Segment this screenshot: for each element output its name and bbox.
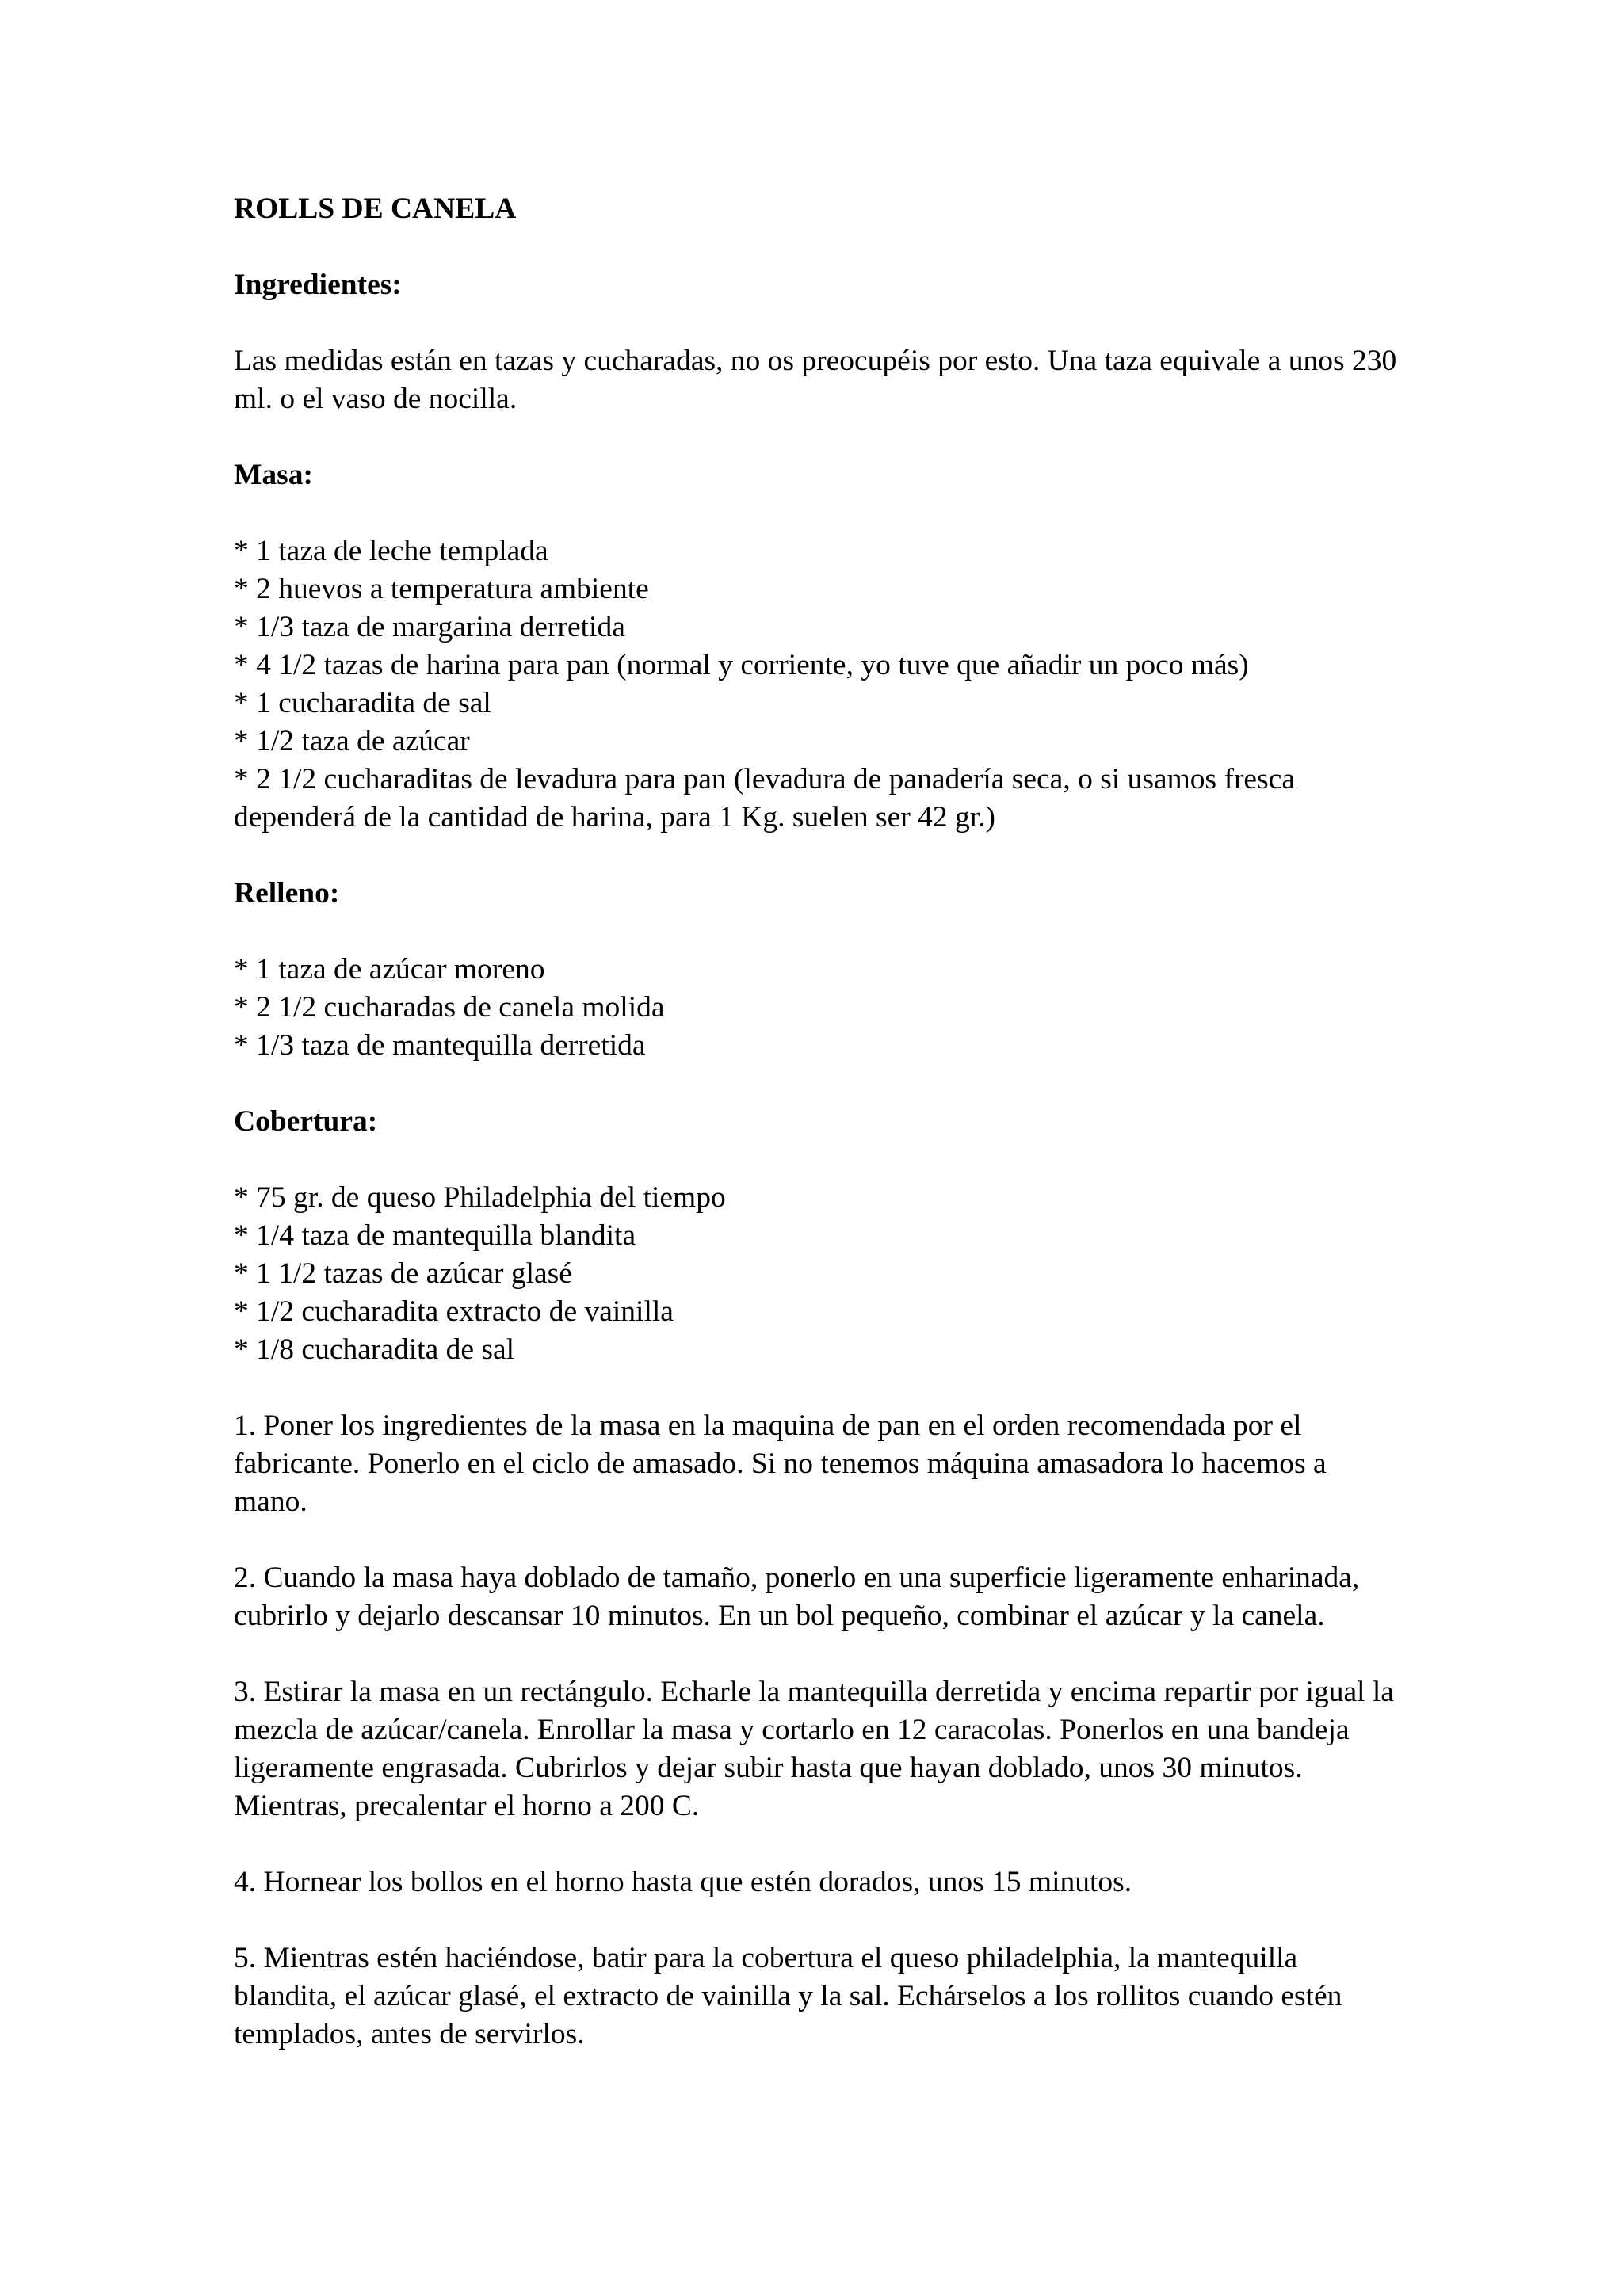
step-2: 2. Cuando la masa haya doblado de tamaño, ponerlo en una superficie ligeramente enharinada, cubrirlo y dejarlo descansar 10 minutos. En un bol pequeño, combinar el azúcar y la canela.	[234, 1562, 1360, 1632]
step-3: 3. Estirar la masa en un rectángulo. Echarle la mantequilla derretida y encima repartir por igual la mezcla de azúcar/canela. Enrollar la masa y cortarlo en 12 caracolas. Ponerlos en una bandeja ligeramente engrasada. Cubrirlos y dejar subir hasta que hayan doblado, unos 30 minutos. Mientras, precalentar el horno a 200 C.	[234, 1676, 1394, 1822]
list-item: * 1/3 taza de mantequilla derretida	[234, 1029, 646, 1062]
list-item: * 1 taza de azúcar moreno	[234, 953, 545, 986]
list-item: * 75 gr. de queso Philadelphia del tiempo	[234, 1181, 726, 1214]
step-1: 1. Poner los ingredientes de la masa en la maquina de pan en el orden recomendada por el fabricante. Ponerlo en el ciclo de amasado. Si no tenemos máquina amasadora lo hacemos a mano.	[234, 1409, 1327, 1518]
intro-paragraph: Las medidas están en tazas y cucharadas, no os preocupéis por esto. Una taza equivale a unos 230 ml. o el vaso de nocilla.	[234, 345, 1397, 415]
document-title: ROLLS DE CANELA	[234, 193, 517, 225]
list-item: * 1 cucharadita de sal	[234, 687, 491, 719]
list-item: * 1 1/2 tazas de azúcar glasé	[234, 1257, 572, 1290]
relleno-heading: Relleno:	[234, 877, 340, 910]
cobertura-list	[234, 1179, 1407, 1369]
masa-list	[234, 532, 1407, 837]
list-item: * 4 1/2 tazas de harina para pan (normal y corriente, yo tuve que añadir un poco más)	[234, 649, 1249, 681]
list-item: * 1/8 cucharadita de sal	[234, 1333, 515, 1366]
relleno-list	[234, 951, 1407, 1065]
document-page	[234, 190, 1407, 2092]
list-item: * 2 1/2 cucharaditas de levadura para pan (levadura de panadería seca, o si usamos fresca dependerá de la cantidad de harina, para 1 Kg. suelen ser 42 gr.)	[234, 763, 1295, 833]
list-item: * 1/3 taza de margarina derretida	[234, 611, 625, 643]
list-item: * 1 taza de leche templada	[234, 535, 548, 567]
list-item: * 1/4 taza de mantequilla blandita	[234, 1219, 636, 1252]
step-5: 5. Mientras estén haciéndose, batir para la cobertura el queso philadelphia, la mantequilla blandita, el azúcar glasé, el extracto de vainilla y la sal. Echárselos a los rollitos cuando estén templados, antes de servirlos.	[234, 1942, 1342, 2050]
ingredients-heading: Ingredientes:	[234, 269, 402, 301]
step-4: 4. Hornear los bollos en el horno hasta que estén dorados, unos 15 minutos.	[234, 1866, 1132, 1898]
list-item: * 2 huevos a temperatura ambiente	[234, 573, 649, 605]
cobertura-heading: Cobertura:	[234, 1105, 378, 1138]
list-item: * 2 1/2 cucharadas de canela molida	[234, 991, 665, 1024]
list-item: * 1/2 cucharadita extracto de vainilla	[234, 1295, 674, 1328]
list-item: * 1/2 taza de azúcar	[234, 725, 470, 757]
masa-heading: Masa:	[234, 459, 313, 491]
